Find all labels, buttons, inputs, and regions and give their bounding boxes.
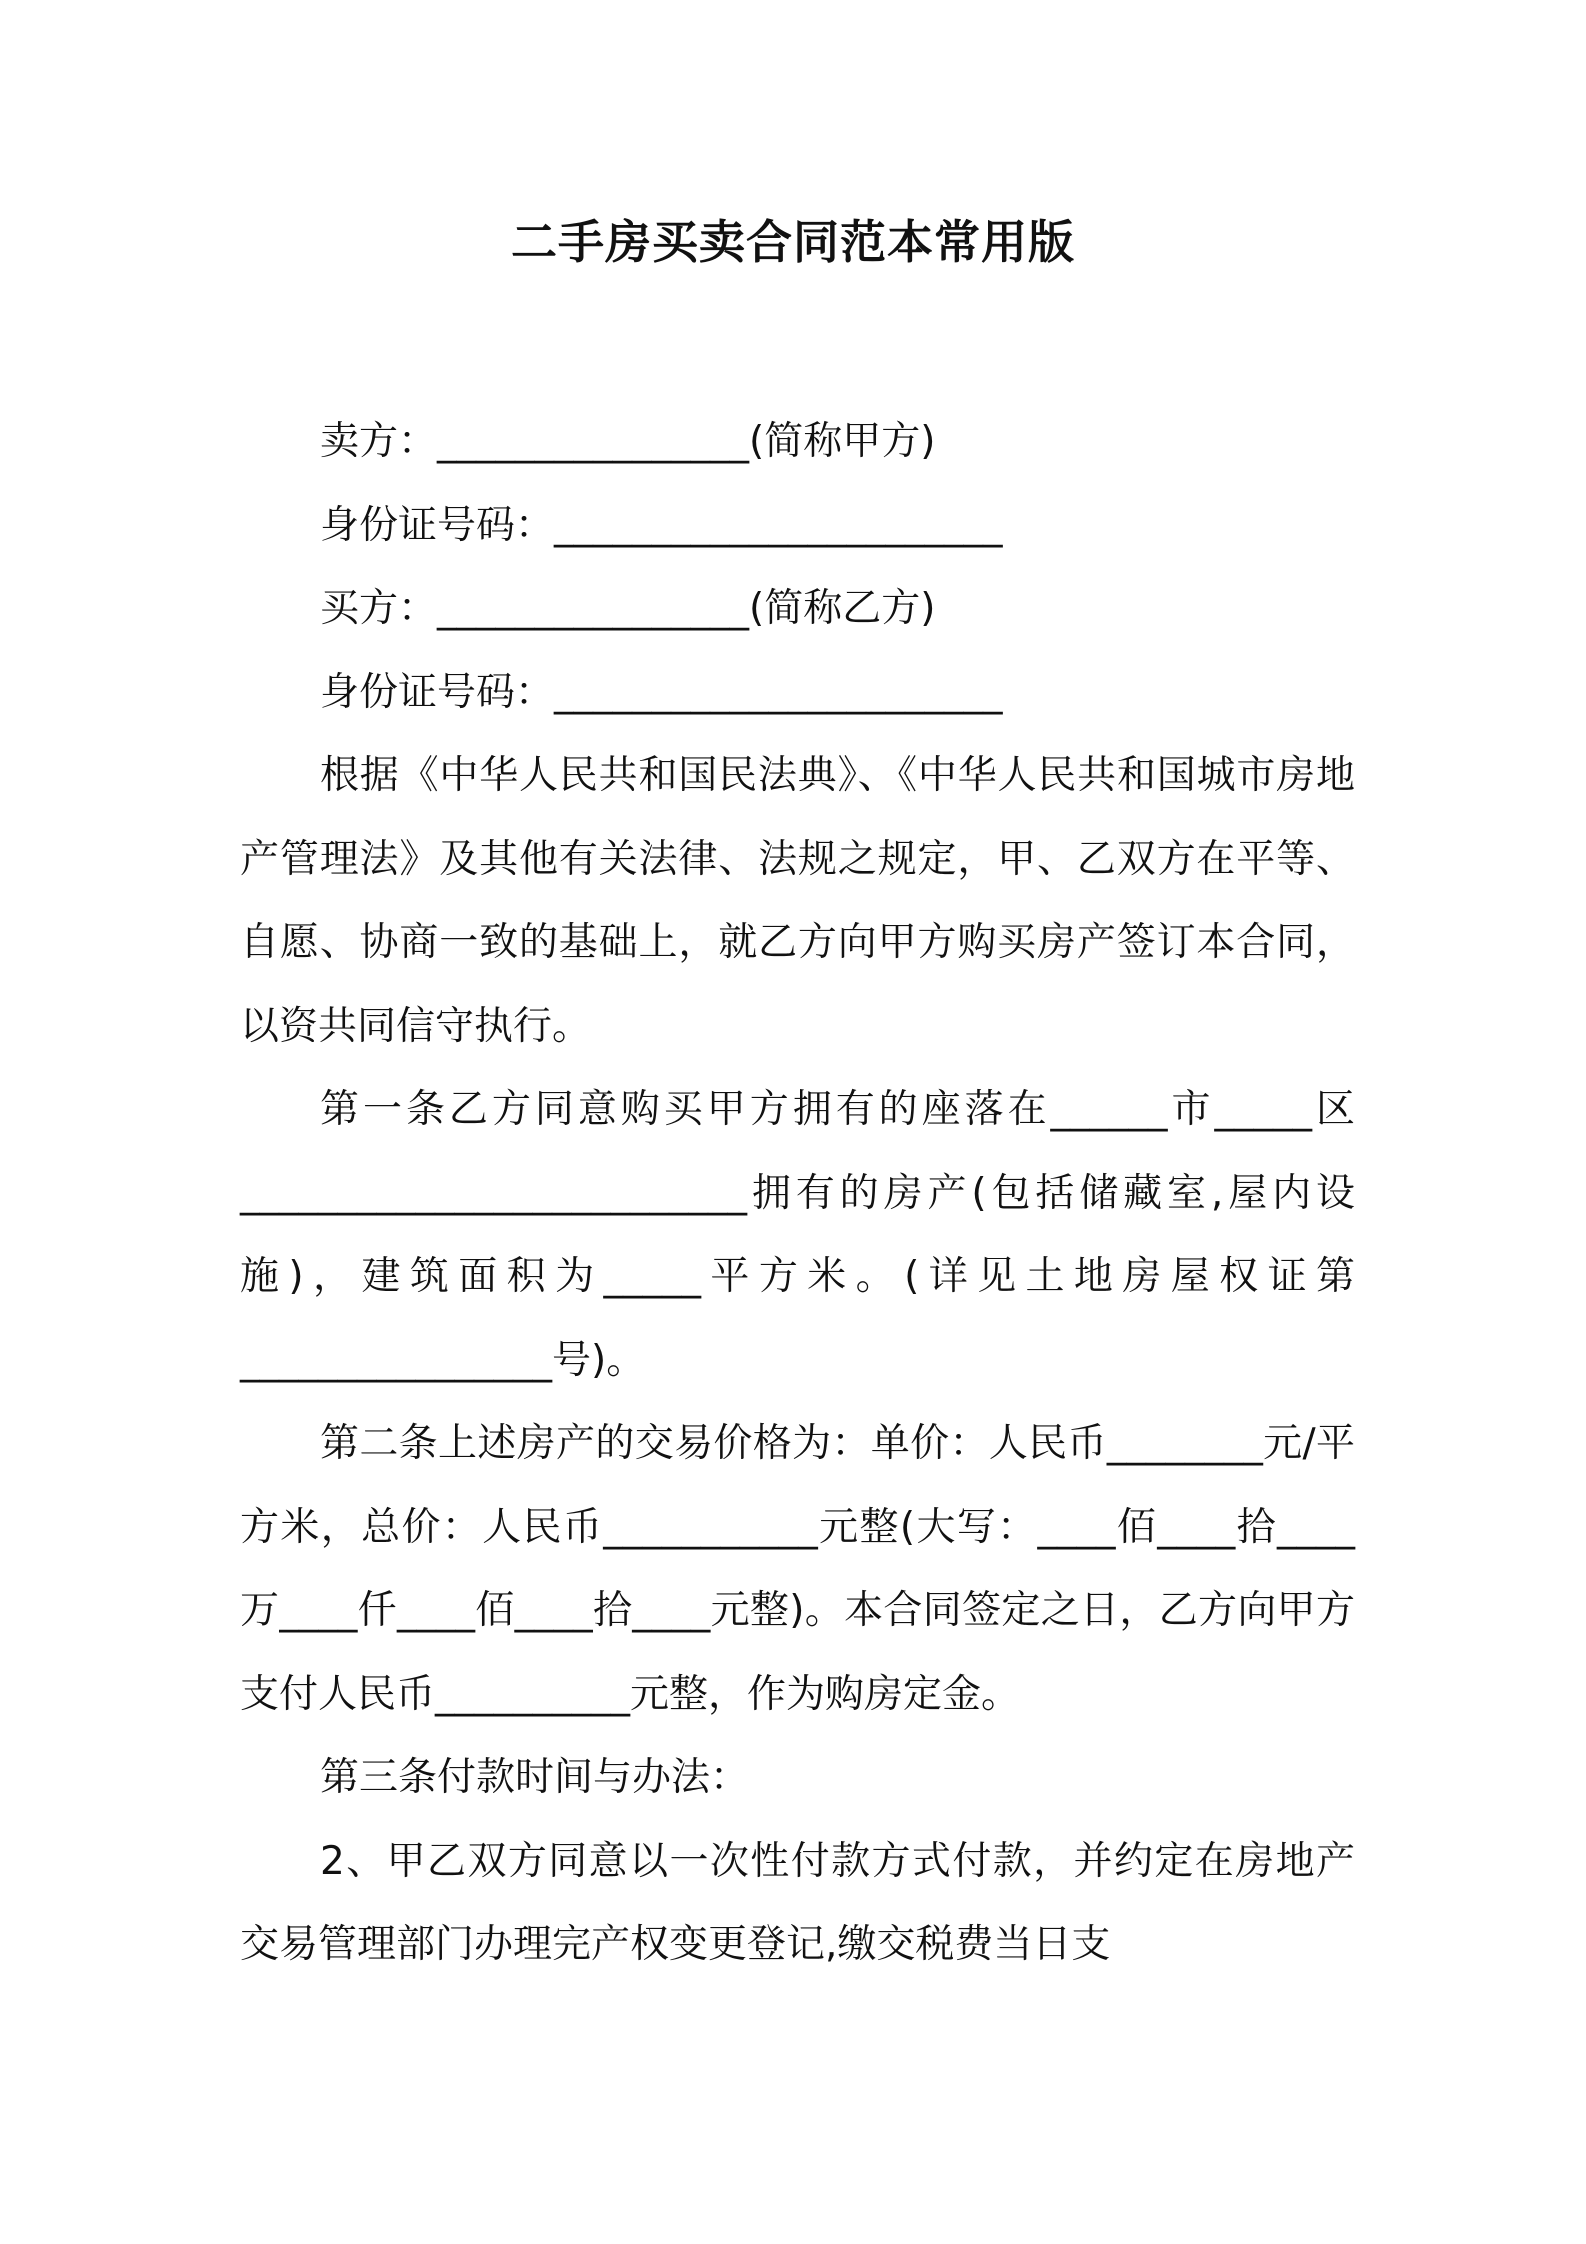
- seller-name-field: 卖方：________________(简称甲方): [320, 419, 936, 464]
- article-two-paragraph: 第二条上述房产的交易价格为：单价：人民币________元/平方米，总价：人民币___________元整(大写：____佰____拾____万____仟____佰____拾____元整)。本合同签定之日，乙方向甲方支付人民币__________元整，作为购房定金。: [240, 1421, 1355, 1717]
- contract-body: [240, 400, 1355, 1987]
- payment-method-paragraph: 2、甲乙双方同意以一次性付款方式付款，并约定在房地产交易管理部门办理完产权变更登记,缴交税费当日支: [240, 1838, 1355, 1967]
- article-three-heading: 第三条付款时间与办法：: [320, 1755, 750, 1800]
- buyer-id-field: 身份证号码：_______________________: [320, 669, 1003, 715]
- document-title: 二手房买卖合同范本常用版: [511, 215, 1075, 269]
- seller-id-field: 身份证号码：_______________________: [320, 502, 1003, 548]
- legal-basis-paragraph: 根据《中华人民共和国民法典》、《中华人民共和国城市房地产管理法》及其他有关法律、法规之规定，甲、乙双方在平等、自愿、协商一致的基础上，就乙方向甲方购买房产签订本合同，以资共同信守执行。: [240, 753, 1355, 1049]
- article-one-paragraph: 第一条乙方同意购买甲方拥有的座落在______市_____区__________________________拥有的房产(包括储藏室,屋内设施)，建筑面积为_____平方米。(详见土地房屋权证第________________号)。: [240, 1087, 1355, 1383]
- buyer-name-field: 买方：________________(简称乙方): [320, 586, 936, 631]
